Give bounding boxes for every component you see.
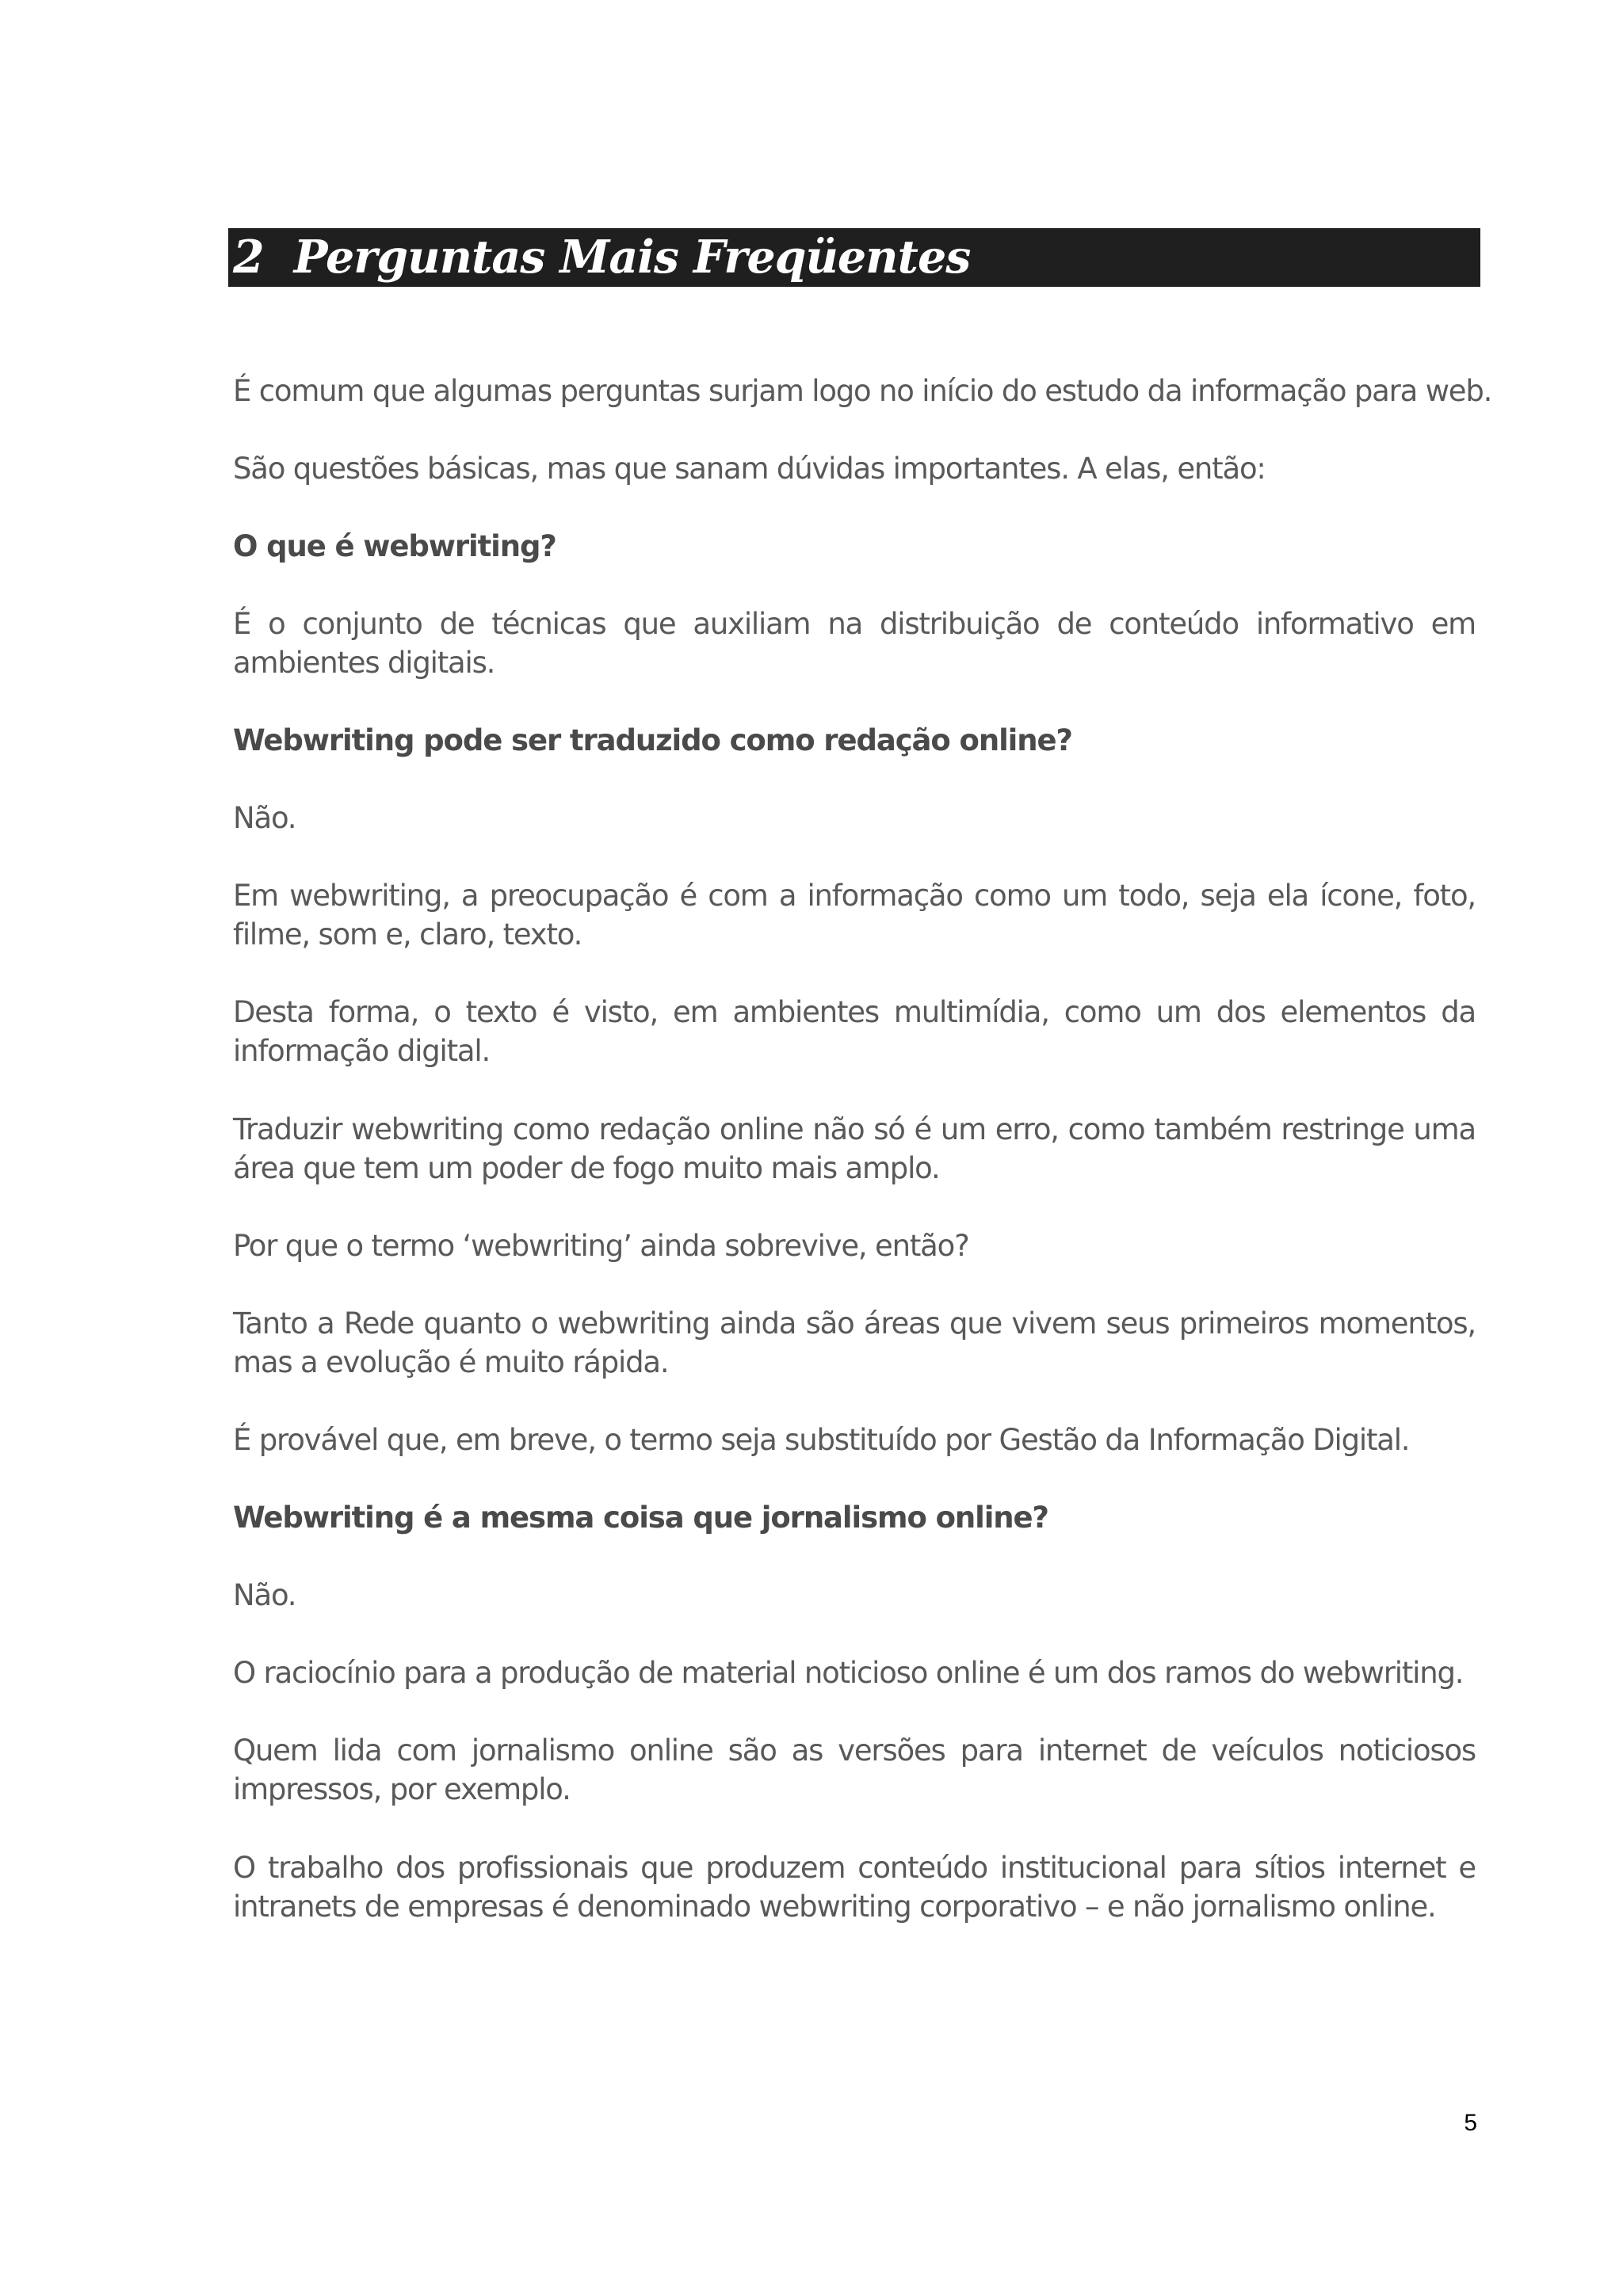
question-jornalismo-online: Webwriting é a mesma coisa que jornalismo online? bbox=[233, 1501, 1048, 1535]
paragraph-gestao-informacao: É provável que, em breve, o termo seja substituído por Gestão da Informação Digital. bbox=[233, 1423, 1410, 1457]
answer-what-is-webwriting: É o conjunto de técnicas que auxiliam na distribuição de conteúdo informativo em ambientes digitais. bbox=[233, 607, 1476, 680]
paragraph-traduzir-erro: Traduzir webwriting como redação online não só é um erro, como também restringe uma área que tem um poder de fogo muito mais amplo. bbox=[233, 1112, 1476, 1185]
paragraph-rede-evolucao: Tanto a Rede quanto o webwriting ainda são áreas que vivem seus primeiros momentos, mas a evolução é muito rápida. bbox=[233, 1306, 1476, 1379]
chapter-number: 2 bbox=[233, 231, 264, 284]
question-what-is-webwriting: O que é webwriting? bbox=[233, 529, 556, 563]
paragraph-basic-questions: São questões básicas, mas que sanam dúvidas importantes. A elas, então: bbox=[233, 452, 1266, 486]
paragraph-quem-lida: Quem lida com jornalismo online são as versões para internet de veículos noticiosos impressos, por exemplo. bbox=[233, 1733, 1476, 1806]
paragraph-informacao-todo: Em webwriting, a preocupação é com a informação como um todo, seja ela ícone, foto, filme, som e, claro, texto. bbox=[233, 879, 1476, 952]
paragraph-webwriting-corporativo: O trabalho dos profissionais que produzem conteúdo institucional para sítios internet e intranets de empresas é denominado webwriting corporativo – e não jornalismo online. bbox=[233, 1851, 1476, 1924]
paragraph-raciocinio-noticioso: O raciocínio para a produção de material noticioso online é um dos ramos do webwriting. bbox=[233, 1656, 1464, 1690]
chapter-title: Perguntas Mais Freqüentes bbox=[293, 231, 971, 284]
chapter-heading-bar bbox=[228, 228, 1480, 287]
paragraph-intro: É comum que algumas perguntas surjam logo no início do estudo da informação para web. bbox=[233, 374, 1492, 408]
page-number: 5 bbox=[1464, 2110, 1477, 2136]
paragraph-termo-sobrevive: Por que o termo ‘webwriting’ ainda sobrevive, então? bbox=[233, 1229, 969, 1263]
answer-nao-2: Não. bbox=[233, 1578, 296, 1612]
paragraph-texto-multimidia: Desta forma, o texto é visto, em ambientes multimídia, como um dos elementos da informação digital. bbox=[233, 995, 1476, 1068]
question-redacao-online: Webwriting pode ser traduzido como redação online? bbox=[233, 723, 1072, 757]
answer-nao-1: Não. bbox=[233, 801, 296, 835]
